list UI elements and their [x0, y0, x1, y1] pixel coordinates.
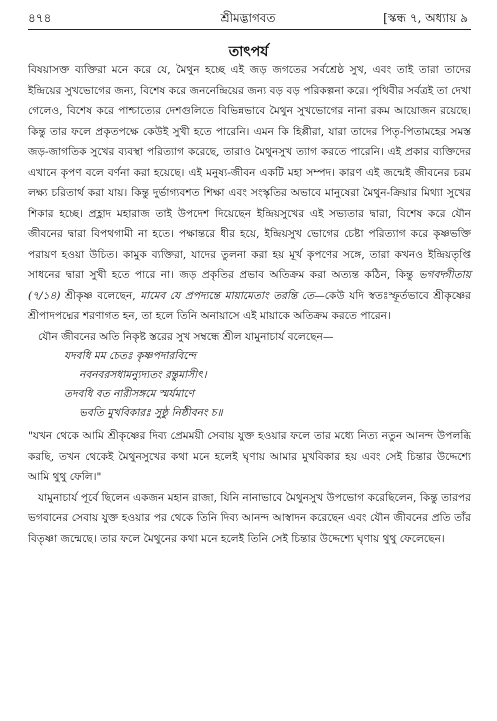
paragraph-3: যামুনাচার্য পূর্বে ছিলেন একজন মহান রাজা, যিনি নানাভাবে মৈথুনসুখ উপভোগ করেছিলেন, কিন্তু তারপর ভগবানের সেবায় যুক্ত হওয়ার পর থেকে তিনি দিব্য আনন্দ আস্বাদন করেছেন এবং যৌন জীবনের প্রতি তাঁর বিতৃষ্ণা জন্মেছে। তার ফলে মৈথুনের কথা মনে হলেই তিনি সেই চিন্তার উদ্দেশ্যে ঘৃণায় থুথু ফেলেছেন।	[28, 491, 471, 545]
purport-body	[28, 60, 471, 549]
paragraph-1	[28, 60, 471, 327]
verse-line-1: যদবধি মম চেতঃ কৃষ্ণপদারবিন্দে	[64, 350, 196, 362]
header-rule	[28, 29, 471, 30]
verse-line-4: ভবতি মুখবিকারঃ সুষ্ঠু নিষ্ঠীবনং চ॥	[79, 407, 223, 419]
page-number: ৪৭৪	[28, 11, 52, 25]
paragraph-1-text-b: শ্রীকৃষ্ণ বলেছেন,	[60, 289, 141, 302]
gita-quote: মামেব যে প্রপদ্যন্তে মায়ামেতাং তরন্তি তে	[140, 289, 315, 302]
section-reference: [স্কন্ধ ৭, অধ্যায় ৯	[383, 11, 468, 25]
sanskrit-verse	[28, 347, 471, 423]
purport-heading: তাৎপর্য	[228, 44, 269, 60]
paragraph-2-intro: যৌন জীবনের অতি নিকৃষ্ট স্তরের সুখ সম্বন্ধে শ্রীল যামুনাচার্য বলেছেন—	[38, 330, 334, 343]
page-header	[28, 6, 468, 28]
paragraph-1-text-c: —কেউ যদি স্বতঃস্ফূর্তভাবে শ্রীকৃষ্ণের শ্রীপাদপদ্মের শরণাগত হন, তা হলে তিনি অনায়াসে এই মায়াকে অতিক্রম করতে পারেন।	[28, 289, 471, 322]
paragraph-1-text-a: বিষয়াসক্ত ব্যক্তিরা মনে করে যে, মৈথুন হচ্ছে এই জড় জগতের সর্বশ্রেষ্ঠ সুখ, এবং তাই তারা তাদের ইন্দ্রিয়ের সুখভোগের জন্য, বিশেষ করে জননেন্দ্রিয়ের জন্য বড় বড় পরিকল্পনা করে। পৃথিবীর সর্বত্রই তা দেখা গেলেও, বিশেষ করে পাশ্চাত্যের দেশগুলিতে বিভিন্নভাবে মৈথুন সুখভোগের নানা রকম আয়োজন রয়েছে। কিন্তু তার ফলে প্রকৃতপক্ষে কেউই সুখী হতে পারেনি। এমন কি হিপ্পীরা, যারা তাদের পিতৃ-পিতামহের সমস্ত জড়-জাগতিক সুখের ব্যবস্থা পরিত্যাগ করেছে, তারাও মৈথুনসুখ ত্যাগ করতে পারেনি। এই প্রকার ব্যক্তিদের এখানে কৃপণ বলে বর্ণনা করা হয়েছে। এই মনুষ্য-জীবন একটি মহা সম্পদ। কারণ এই জন্মেই জীবনের চরম লক্ষ্য চরিতার্থ করা যায়। কিন্তু দুর্ভাগ্যবশত শিক্ষা এবং সংস্কৃতির অভাবে মানুষেরা মৈথুন-ক্রিয়ার মিথ্যা সুখের শিকার হচ্ছে। প্রহ্লাদ মহারাজ তাই উপদেশ দিয়েছেন ইন্দ্রিয়সুখের এই সভ্যতার দ্বারা, বিশেষ করে যৌন জীবনের দ্বারা বিপথগামী না হতে। পক্ষান্তরে ধীর হয়ে, ইন্দ্রিয়সুখ ভোগের চেষ্টা পরিত্যাগ করে কৃষ্ণভক্তি পরায়ণ হওয়া উচিত। কামুক ব্যক্তিরা, যাদের তুলনা করা হয় মূর্খ কৃপণের সঙ্গে, তারা কখনও ইন্দ্রিয়তৃপ্তি সাধনের দ্বারা সুখী হতে পারে না। জড় প্রকৃতির প্রভাব অতিক্রম করা অত্যন্ত কঠিন, কিন্তু	[28, 64, 471, 281]
verse-line-2: নবনবরসধামন্যুদ্যতং রন্তুমাসীৎ।	[79, 369, 207, 381]
verse-line-3: তদবধি বত নারীসঙ্গমে স্মর্যমাণে	[64, 388, 195, 400]
verse-translation: "যখন থেকে আমি শ্রীকৃষ্ণের দিব্য প্রেমময়ী সেবায় যুক্ত হওয়ার ফলে তার মধ্যে নিত্য নতুন আনন্দ উপলব্ধি করছি, তখন থেকেই মৈথুনসুখের কথা মনে হলেই ঘৃণায় আমার মুখবিকার হয় এবং সেই চিন্তার উদ্দেশ্যে আমি থুথু ফেলি।"	[28, 430, 471, 483]
gita-reference: ভগবদ্গীতায় (৭/১৪)	[28, 269, 471, 302]
book-title: শ্রীমদ্ভাগবত	[220, 11, 276, 25]
